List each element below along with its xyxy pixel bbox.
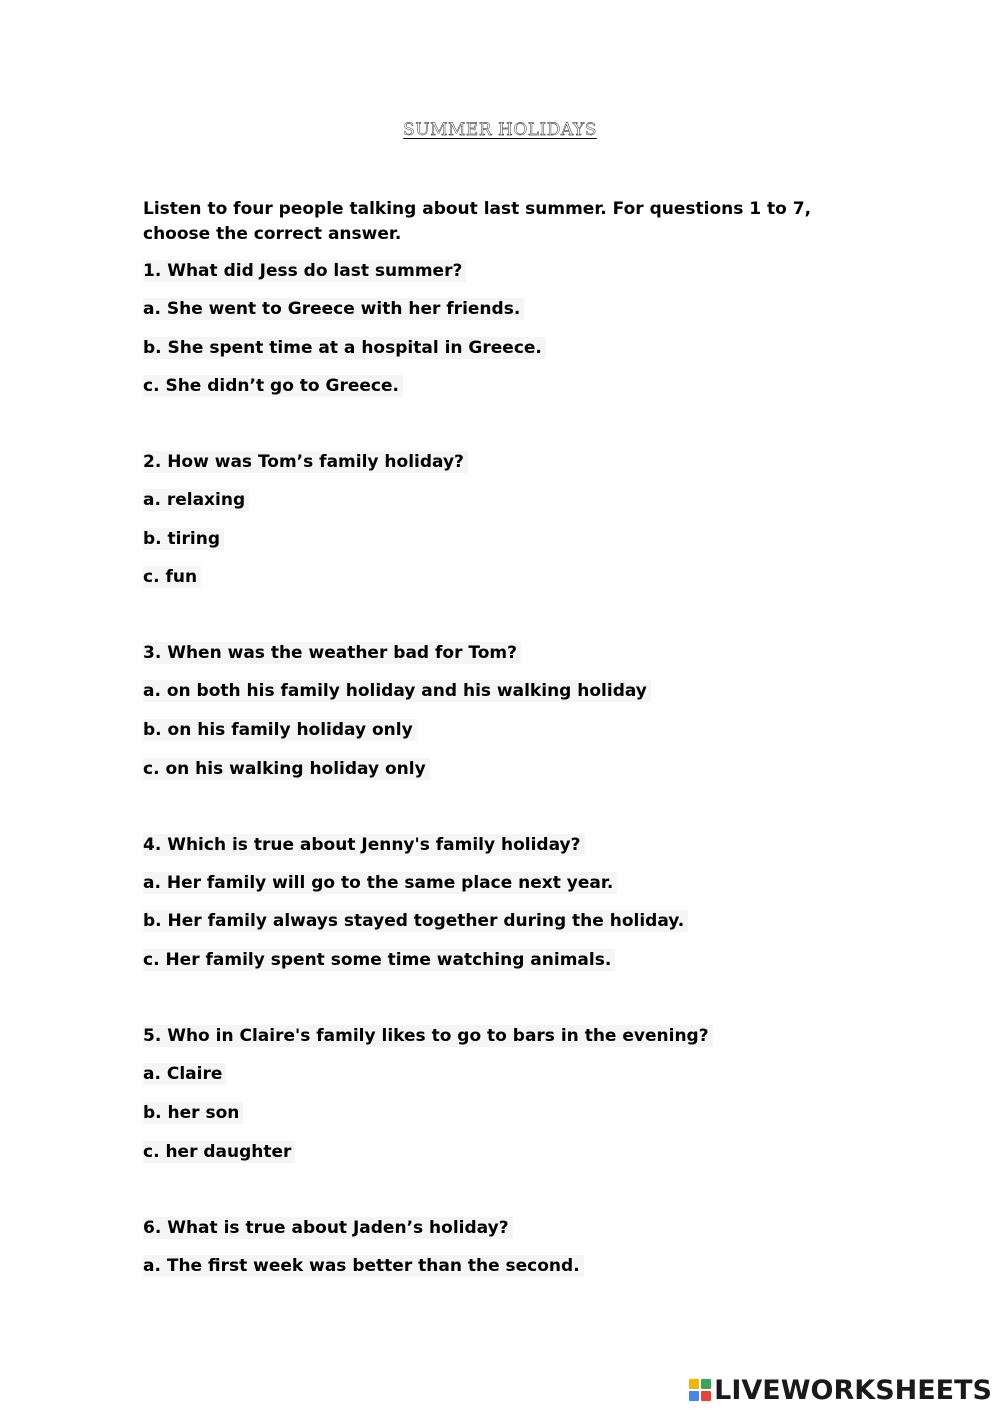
question-4-option-a: a. Her family will go to the same place next year. bbox=[143, 872, 617, 894]
logo-grid-icon bbox=[689, 1379, 711, 1401]
liveworksheets-logo bbox=[689, 1375, 992, 1405]
question-5-option-a: a. Claire bbox=[143, 1063, 226, 1085]
question-4-option-b: b. Her family always stayed together during the holiday. bbox=[143, 910, 688, 932]
question-1: 1. What did Jess do last summer? bbox=[143, 260, 466, 282]
question-4-option-c: c. Her family spent some time watching animals. bbox=[143, 949, 615, 971]
question-1-option-b: b. She spent time at a hospital in Greece. bbox=[143, 337, 546, 359]
logo-square bbox=[701, 1379, 711, 1389]
question-2-option-a: a. relaxing bbox=[143, 489, 249, 511]
question-2-option-c: c. fun bbox=[143, 566, 201, 588]
question-3-option-a: a. on both his family holiday and his walking holiday bbox=[143, 680, 651, 702]
question-4: 4. Which is true about Jenny's family holiday? bbox=[143, 834, 585, 856]
question-1-option-c: c. She didn’t go to Greece. bbox=[143, 375, 403, 397]
question-5-option-b: b. her son bbox=[143, 1102, 243, 1124]
question-2-option-b: b. tiring bbox=[143, 528, 224, 550]
logo-square bbox=[701, 1391, 711, 1401]
question-2: 2. How was Tom’s family holiday? bbox=[143, 451, 468, 473]
page-title: SUMMER HOLIDAYS bbox=[403, 120, 597, 140]
logo-square bbox=[689, 1391, 699, 1401]
logo-text: LIVEWORKSHEETS bbox=[714, 1374, 992, 1406]
question-6: 6. What is true about Jaden’s holiday? bbox=[143, 1217, 513, 1239]
question-3-option-b: b. on his family holiday only bbox=[143, 719, 417, 741]
instructions: Listen to four people talking about last summer. For questions 1 to 7, choose the correct answer. bbox=[143, 199, 812, 244]
question-3: 3. When was the weather bad for Tom? bbox=[143, 642, 521, 664]
question-3-option-c: c. on his walking holiday only bbox=[143, 758, 430, 780]
logo-square bbox=[689, 1379, 699, 1389]
question-1-option-a: a. She went to Greece with her friends. bbox=[143, 298, 524, 320]
question-5: 5. Who in Claire's family likes to go to bars in the evening? bbox=[143, 1025, 713, 1047]
question-5-option-c: c. her daughter bbox=[143, 1141, 295, 1163]
question-6-option-a: a. The first week was better than the second. bbox=[143, 1255, 584, 1277]
